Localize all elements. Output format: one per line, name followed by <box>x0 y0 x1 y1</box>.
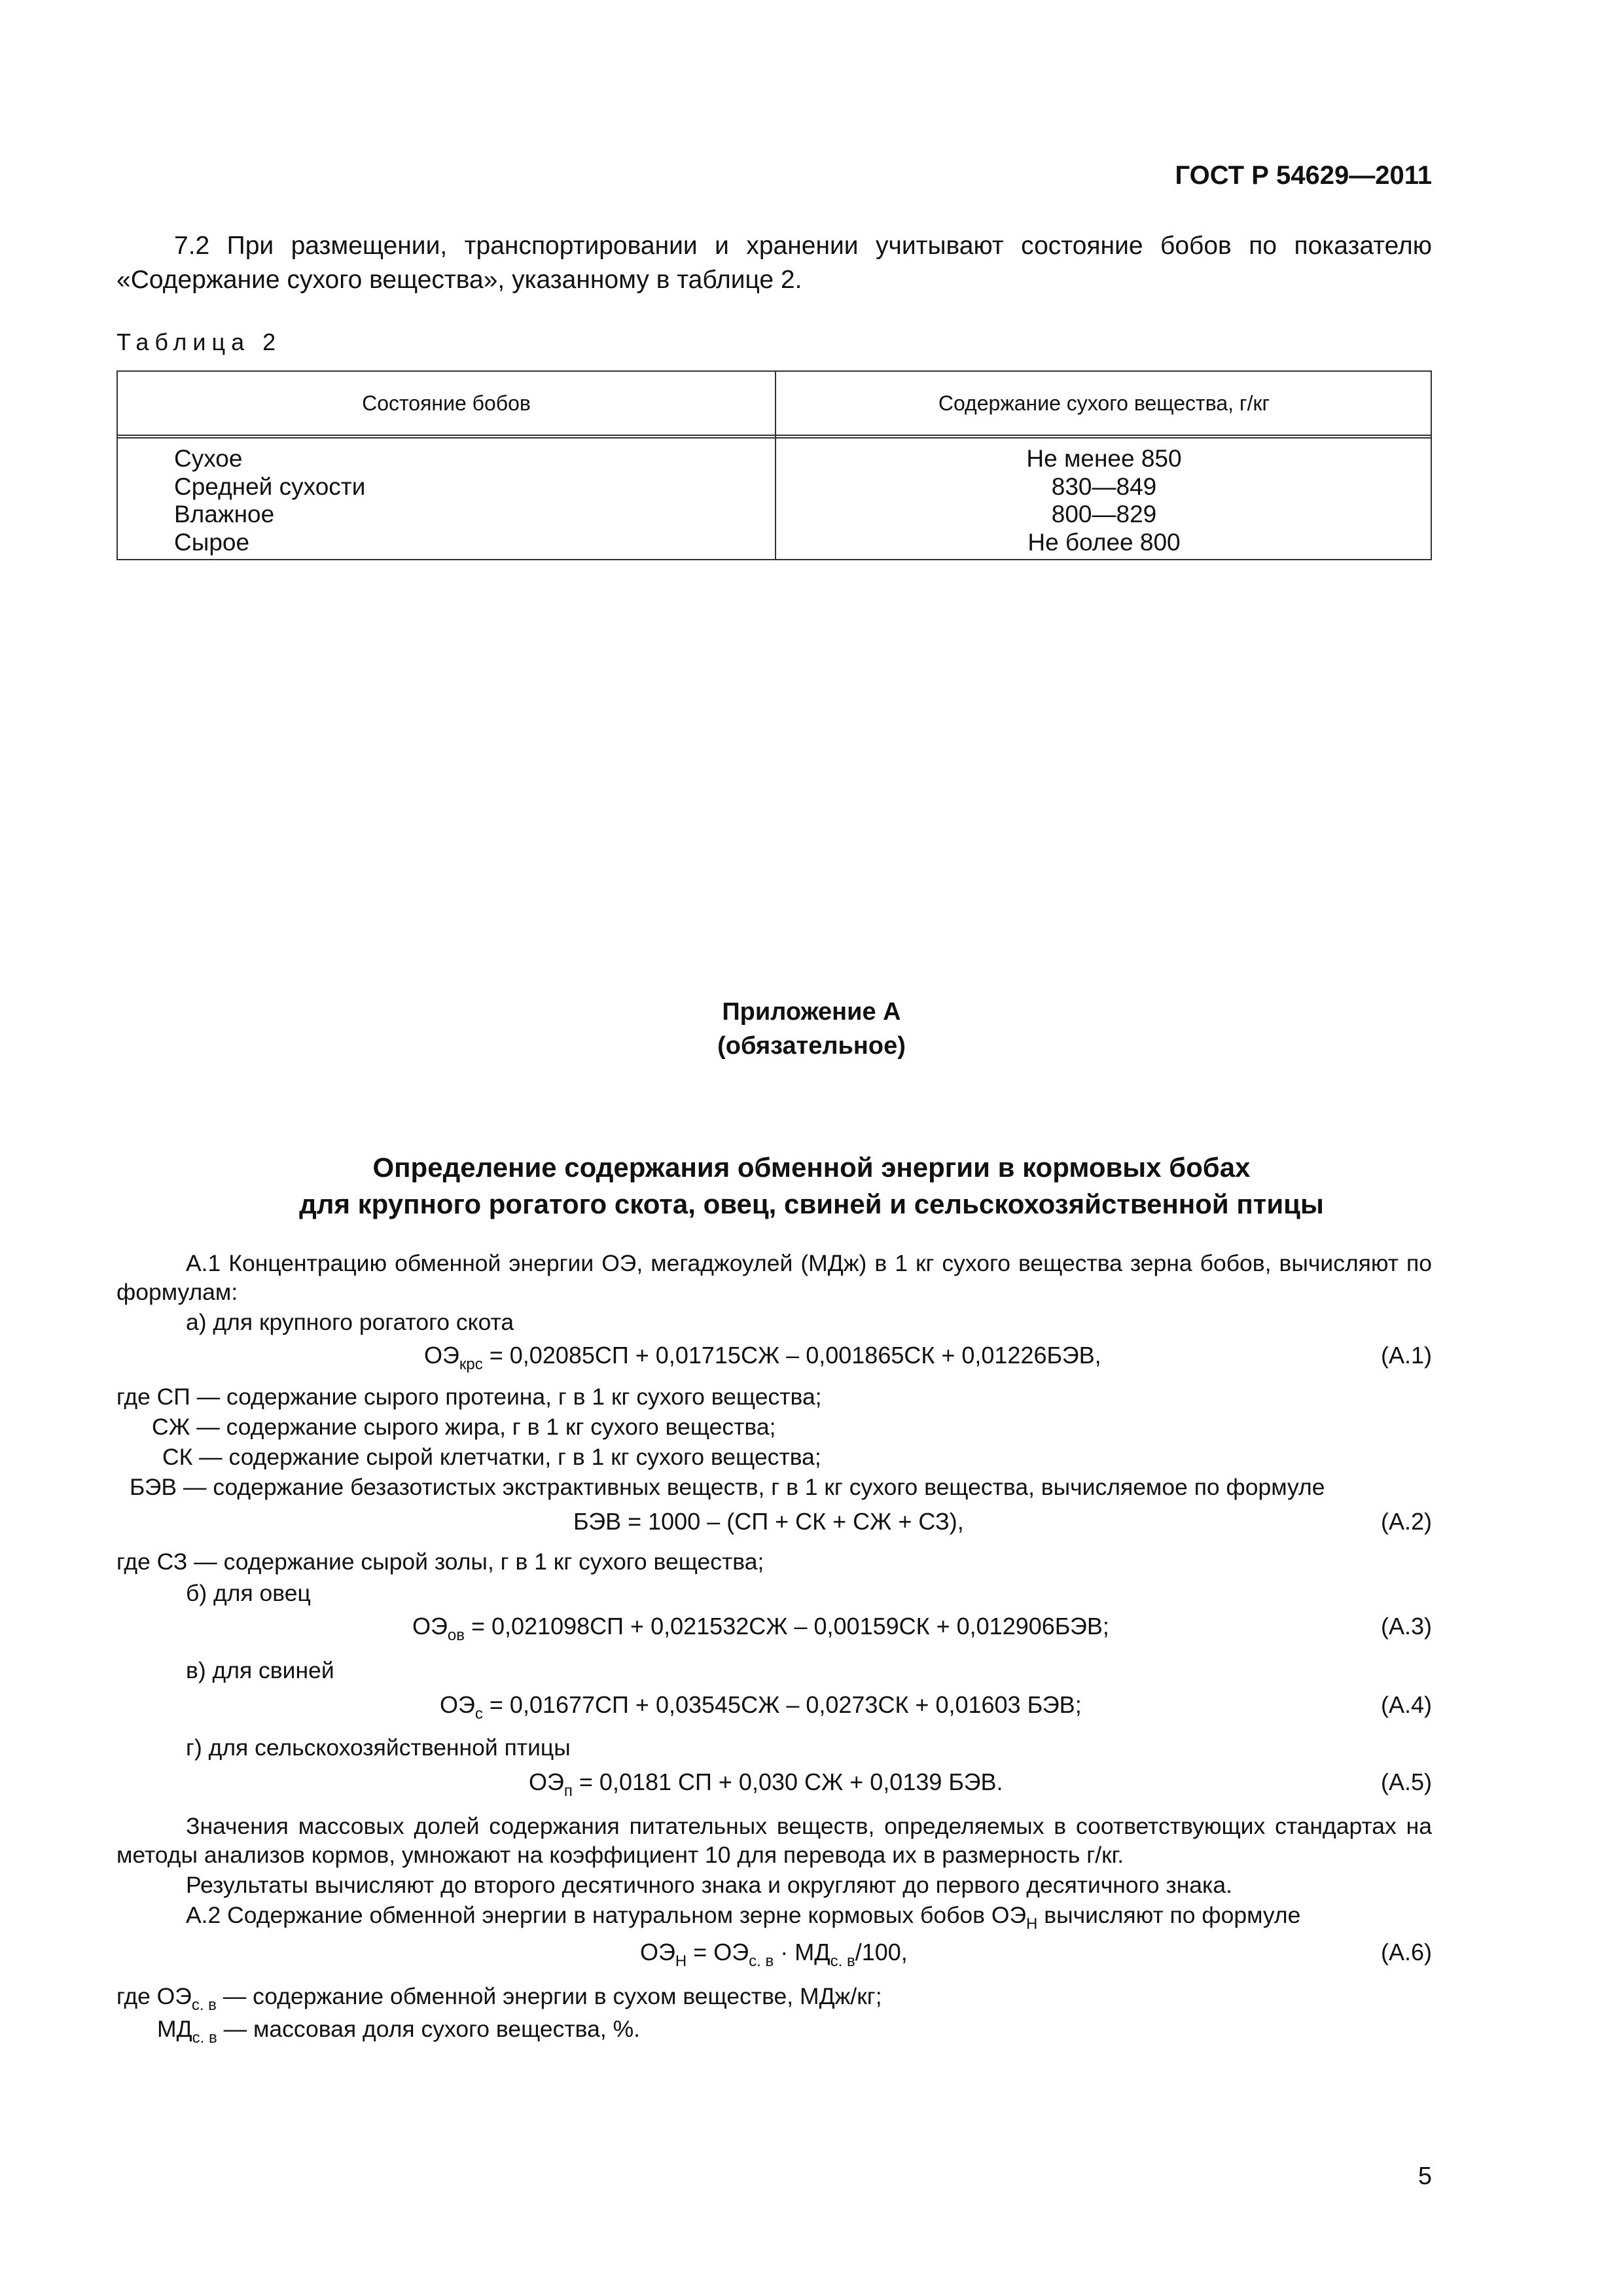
formula-a4: $ОЭ_с = 0,01677СП + 0,03545СЖ - 0,0273СК + 0,01603$ БЭВ; <box>440 1691 1082 1723</box>
page-number: 5 <box>1418 2162 1432 2190</box>
table-cell: 830—849 <box>1051 473 1157 500</box>
appendix-status: (обязательное) <box>717 1032 906 1060</box>
definition-sk: СК — содержание сырой клетчатки, г в 1 кг сухого вещества; <box>162 1444 821 1470</box>
definition-bev: БЭВ — содержание безазотистых экстрактивных веществ, г в 1 кг сухого вещества, вычисляемое по формуле <box>130 1474 1325 1500</box>
formula-a2: БЭВ = 1000 – (СП + СК + СЖ + СЗ), <box>573 1508 964 1535</box>
definition-oe-dry: где $ОЭ_{с. в}$ — содержание обменной энергии в сухом веществе, МДж/кг; <box>116 1983 882 2014</box>
formula-a6: $ОЭ_Н = ОЭ_{с. в} \cdot МД_{с. в}/100$, <box>640 1939 908 1970</box>
definition-szh: СЖ — содержание сырого жира, г в 1 кг сухого вещества; <box>152 1414 776 1440</box>
definition-sz: где СЗ — содержание сырой золы, г в 1 кг сухого вещества; <box>116 1549 764 1575</box>
formula-number-a4: (А.4) <box>1380 1691 1432 1718</box>
formula-number-a5: (А.5) <box>1380 1768 1432 1795</box>
formula-number-a6: (А.6) <box>1380 1939 1432 1965</box>
appendix-title <box>0 1149 1623 1223</box>
table-cell: Не менее 850 <box>1026 445 1182 472</box>
formula-number-a1: (А.1) <box>1380 1342 1432 1369</box>
formula-a5: $ОЭ_п = 0,0181$ СП + 0,030 СЖ + 0,0139 БЭВ. <box>529 1768 1003 1800</box>
table-header-dry-matter: Содержание сухого вещества, г/кг <box>938 391 1270 415</box>
paragraph-a1: А.1 Концентрацию обменной энергии ОЭ, мегаджоулей (МДж) в 1 кг сухого вещества зерна бобов, вычисляют по формулам: <box>116 1250 1432 1305</box>
table-caption: Таблица 2 <box>116 329 282 355</box>
paragraph-rounding: Результаты вычисляют до второго десятичного знака и округляют до первого десятичного знака. <box>186 1872 1232 1898</box>
table-cell: Средней сухости <box>174 473 366 500</box>
appendix-heading <box>0 995 1623 1063</box>
table-cell: 800—829 <box>1051 501 1157 528</box>
document-header: ГОСТ Р 54629—2011 <box>1175 161 1432 190</box>
definition-md: $МД_{с. в}$ — массовая доля сухого вещества, %. <box>157 2016 640 2047</box>
formula-a3: $ОЭ_{ов} = 0,021098СП + 0,021532СЖ - 0,00159СК + 0,012906БЭВ$; <box>412 1613 1109 1644</box>
item-g: г) для сельскохозяйственной птицы <box>186 1734 571 1761</box>
table-header-state: Состояние бобов <box>362 391 531 415</box>
item-b: б) для овец <box>186 1580 311 1606</box>
table-cell: Сырое <box>174 528 250 556</box>
item-v: в) для свиней <box>186 1657 334 1683</box>
definition-sp: где СП — содержание сырого протеина, г в 1 кг сухого вещества; <box>116 1384 822 1410</box>
paragraph-a2: А.2 Содержание обменной энергии в натуральном зерне кормовых бобов $ОЭ_Н$ вычисляют по формуле <box>186 1902 1301 1933</box>
table-header-divider <box>118 435 1431 439</box>
formula-a1: $ОЭ_{крс} = 0,02085СП + 0,01715СЖ - 0,001865СК + 0,01226БЭВ$, <box>424 1342 1101 1373</box>
table-column-values <box>776 445 1432 556</box>
table-cell: Не более 800 <box>1027 528 1181 556</box>
table-cell: Сухое <box>174 445 243 472</box>
table-2 <box>116 370 1432 560</box>
paragraph-values: Значения массовых долей содержания питательных веществ, определяемых в соответствующих стандартах на методы анализов кормов, умножают на коэффициент 10 для перевода их в размерность г/кг. <box>116 1813 1432 1868</box>
formula-number-a2: (А.2) <box>1380 1508 1432 1535</box>
appendix-title-line-1: Определение содержания обменной энергии в кормовых бобах <box>372 1152 1251 1183</box>
table-column-states <box>174 445 365 556</box>
section-7-2-paragraph: 7.2 При размещении, транспортировании и хранении учитывают состояние бобов по показателю «Содержание сухого вещества», указанному в таблице 2. <box>116 232 1432 294</box>
formula-number-a3: (А.3) <box>1380 1613 1432 1640</box>
appendix-label: Приложение А <box>722 998 901 1026</box>
item-a: а) для крупного рогатого скота <box>186 1309 514 1335</box>
table-cell: Влажное <box>174 501 275 528</box>
appendix-title-line-2: для крупного рогатого скота, овец, свиней и сельскохозяйственной птицы <box>299 1189 1324 1219</box>
